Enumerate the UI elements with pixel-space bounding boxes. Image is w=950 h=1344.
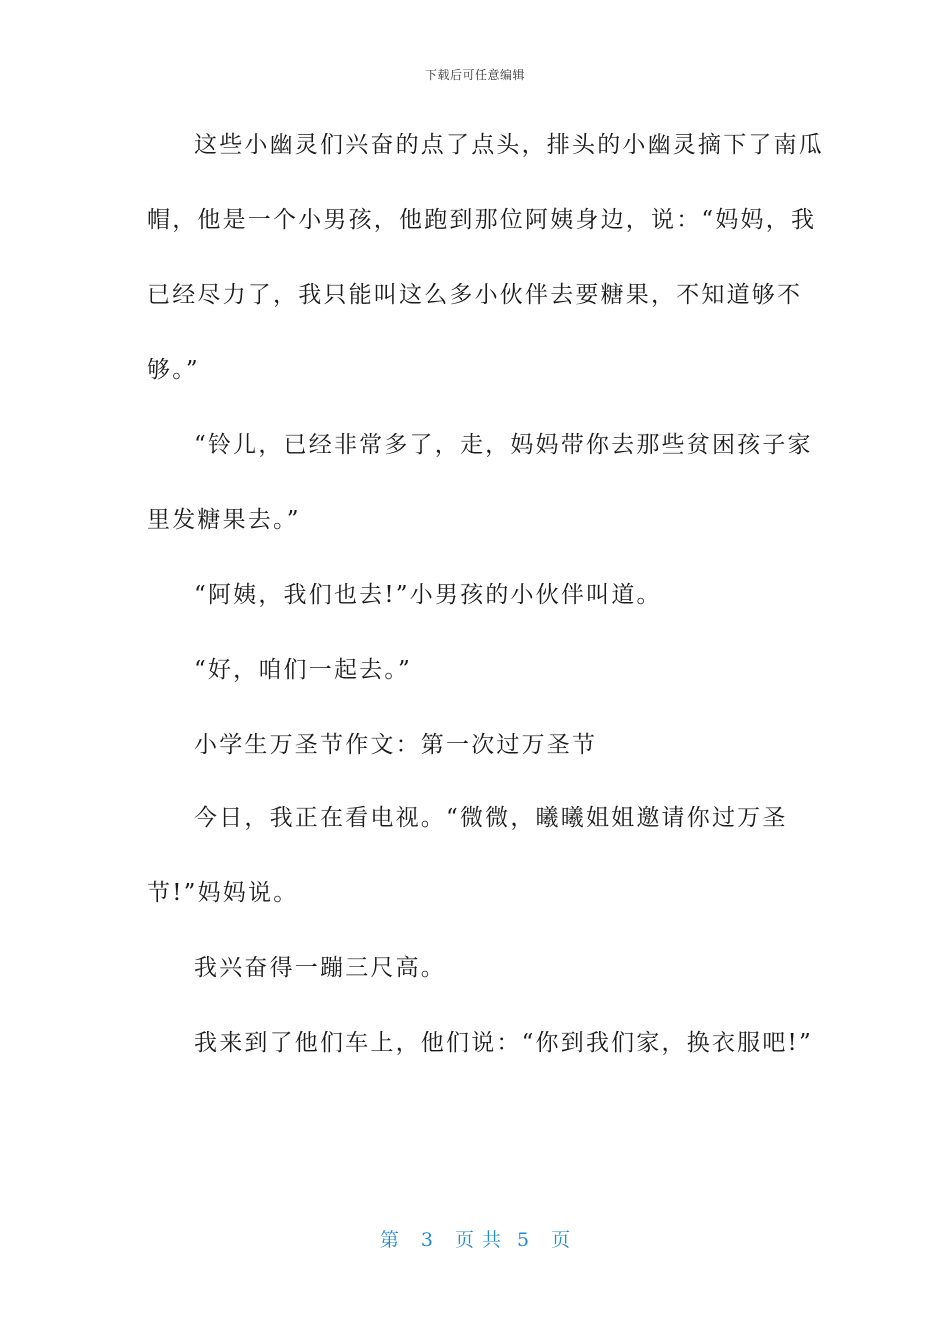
footer-total-pages: 5: [517, 1229, 530, 1251]
paragraph-line: 我来到了他们车上，他们说：“你到我们家，换衣服吧!”: [194, 1030, 813, 1056]
footer-middle: 页共: [454, 1229, 509, 1251]
paragraph-line: 里发糖果去。”: [147, 507, 301, 533]
paragraph-line: 够。”: [147, 357, 200, 383]
footer-current-page: 3: [420, 1229, 433, 1251]
paragraph-line: 我兴奋得一蹦三尺高。: [194, 955, 446, 981]
page-header-note: 下载后可任意编辑: [424, 68, 525, 82]
paragraph-line: “铃儿，已经非常多了，走，妈妈带你去那些贫困孩子家: [194, 432, 813, 458]
paragraph-line: 这些小幽灵们兴奋的点了点头，排头的小幽灵摘下了南瓜: [194, 132, 824, 158]
footer-suffix: 页: [551, 1229, 571, 1251]
footer-prefix: 第: [379, 1229, 399, 1251]
page-footer: [0, 1225, 950, 1252]
paragraph-line: 节!”妈妈说。: [147, 880, 299, 906]
paragraph-line: 今日，我正在看电视。“微微，曦曦姐姐邀请你过万圣: [194, 805, 788, 831]
paragraph-line: 帽，他是一个小男孩，他跑到那位阿姨身边，说：“妈妈，我: [147, 207, 817, 233]
paragraph-line: 已经尽力了，我只能叫这么多小伙伴去要糖果，不知道够不: [147, 282, 803, 308]
paragraph-line: “好，咱们一起去。”: [194, 657, 413, 683]
paragraph-line: “阿姨，我们也去!”小男孩的小伙伴叫道。: [194, 582, 662, 608]
section-heading: 小学生万圣节作文：第一次过万圣节: [194, 732, 598, 758]
